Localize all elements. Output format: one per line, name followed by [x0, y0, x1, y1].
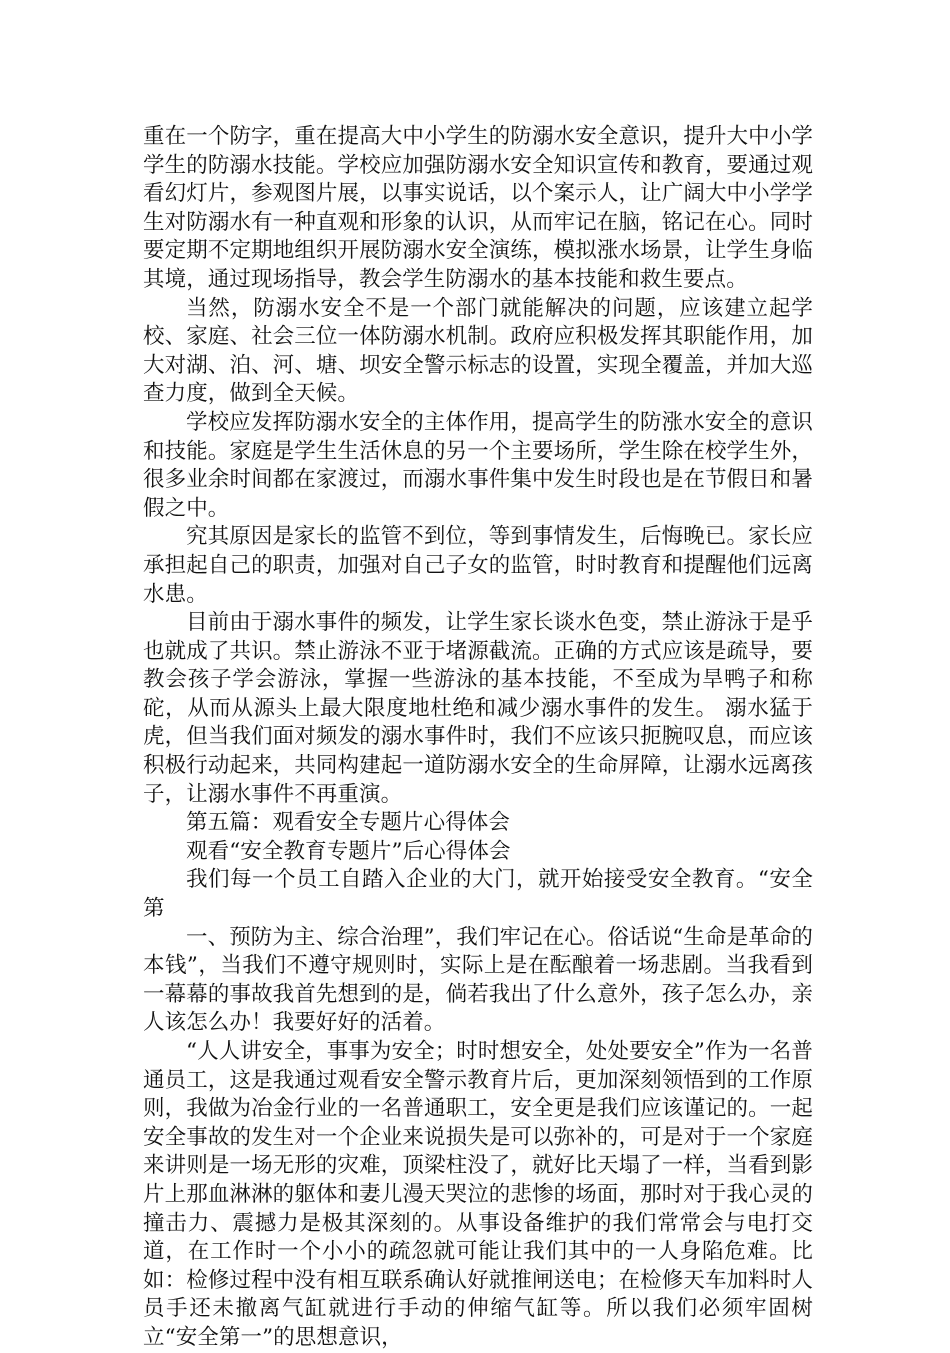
section-subheading: 观看“安全教育专题片”后心得体会 [186, 838, 511, 864]
paragraph-5: 目前由于溺水事件的频发，让学生家长谈水色变，禁止游泳于是乎也就成了共识。禁止游泳不亚于堵源截流。正确的方式应该是疏导，要教会孩子学会游泳，掌握一些游泳的基本技能，不至成为旱鸭子和称砣，从而从源头上最大限度地杜绝和减少溺水事件的发生。 溺水猛于虎，但当我们面对频发的溺水事件时，我们不应该只扼腕叹息，而应该积极行动起来，共同构建起一道防溺水安全的生命屏障，让溺水远离孩子，让溺水事件不再重演。 [143, 610, 813, 807]
paragraph-3: 学校应发挥防溺水安全的主体作用，提高学生的防涨水安全的意识和技能。家庭是学生生活休息的另一个主要场所，学生除在校学生外，很多业余时间都在家渡过，而溺水事件集中发生时段也是在节假日和暑假之中。 [143, 409, 813, 521]
section-heading: 第五篇：观看安全专题片心得体会 [186, 810, 511, 836]
paragraph-6: 我们每一个员工自踏入企业的大门，就开始接受安全教育。“安全第 [143, 867, 813, 922]
paragraph-2: 当然，防溺水安全不是一个部门就能解决的问题，应该建立起学校、家庭、社会三位一体防溺水机制。政府应积极发挥其职能作用，加大对湖、泊、河、塘、坝安全警示标志的设置，实现全覆盖，并加大巡查力度，做到全天候。 [143, 295, 813, 407]
paragraph-7: 一、预防为主、综合治理”，我们牢记在心。俗话说“生命是革命的本钱”，当我们不遵守规则时，实际上是在酝酿着一场悲剧。当我看到一幕幕的事故我首先想到的是，倘若我出了什么意外，孩子怎么办，亲人该怎么办！我要好好的活着。 [143, 924, 813, 1036]
paragraph-4: 究其原因是家长的监管不到位，等到事情发生，后悔晚已。家长应承担起自己的职责，加强对自己子女的监管，时时教育和提醒他们远离水患。 [143, 524, 813, 607]
paragraph-8: “人人讲安全，事事为安全；时时想安全，处处要安全”作为一名普通员工，这是我通过观看安全警示教育片后，更加深刻领悟到的工作原则，我做为冶金行业的一名普通职工，安全更是我们应该谨记的。一起安全事故的发生对一个企业来说损失是可以弥补的，可是对于一个家庭来讲则是一场无形的灾难，顶梁柱没了，就好比天塌了一样，当看到影片上那血淋淋的躯体和妻儿漫天哭泣的悲惨的场面，那时对于我心灵的撞击力、震撼力是极其深刻的。从事设备维护的我们常常会与电打交道，在工作时一个小小的疏忽就可能让我们其中的一人身陷危难。比如：检修过程中没有相互联系确认好就推闸送电；在检修天车加料时人员手还未撤离气缸就进行手动的伸缩气缸等。所以我们必须牢固树立“安全第一”的思想意识， [143, 1039, 813, 1350]
paragraph-1: 重在一个防字，重在提高大中小学生的防溺水安全意识，提升大中小学学生的防溺水技能。学校应加强防溺水安全知识宣传和教育，要通过观看幻灯片，参观图片展，以事实说话，以个案示人，让广阔大中小学学生对防溺水有一种直观和形象的认识，从而牢记在脑，铭记在心。同时要定期不定期地组织开展防溺水安全演练，模拟涨水场景，让学生身临其境，通过现场指导，教会学生防溺水的基本技能和救生要点。 [143, 124, 813, 292]
document-body [143, 123, 813, 1353]
